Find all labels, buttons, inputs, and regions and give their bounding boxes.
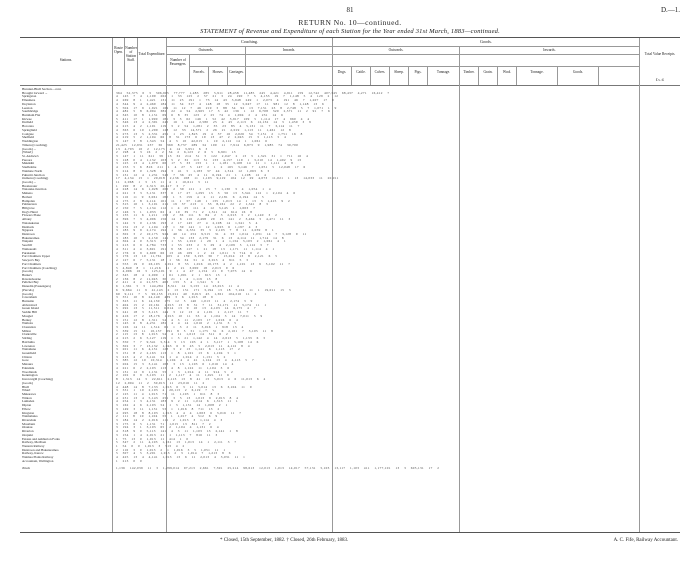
station-figures: 2 198 4 3 16 2 2 34 2 6,123 2 6 5 6,901 13	[116, 151, 236, 155]
station-name: Balclutha	[22, 340, 35, 344]
station-name: Accountant, Wellington	[22, 459, 54, 463]
station-figures: 60 9,111 7 5 90,153 15,011 40 9,013 45 1,361 104,216 11 2	[116, 292, 257, 296]
station-figures: 3 183 9 9 2,174 192 1 36 2,331 35 3 2,103 7 8 11 2,039 8 1	[116, 229, 274, 233]
station-name: Dog's Hand	[22, 210, 38, 214]
station-name: Greenfield	[22, 352, 37, 356]
header-calves: Calves.	[374, 70, 386, 74]
station-name: Gore	[22, 359, 29, 363]
station-figures: 2 150 7 5 1,134 112 1 4 25 111 4 12 3,145 1 1,003 7	[116, 207, 256, 210]
table-header	[20, 38, 680, 86]
station-figures: 3 131 12 4 1,231 545 7 36 25 4 11 6,194 21 1 1,108 12 4	[116, 173, 267, 177]
station-figures: 3 184 14 2 2,016 111 2 1,013 3 1,114 4 3	[116, 418, 223, 422]
station-figures: 4 215 4 2 1,191 119 3 2 54 1,281 2 35 23 85 4 5,131 11 7 3,114 11 7	[116, 125, 300, 129]
station-name: Darfield	[22, 121, 33, 125]
station-figures: 5 347 2 11 4,103 1,161 13 1,013 14 1 2,111 3 7	[116, 441, 237, 445]
station-name: Waimahaka	[22, 415, 38, 419]
station-name: Dunedin (Passengers)	[22, 285, 51, 289]
station-name: Purakanui	[22, 251, 36, 255]
station-figures: 4 304 4 0 3,313 277 1 55 1,010 1 29 1 4 1,134 3,103 2 1,061 4 1	[116, 240, 286, 244]
station-figures: 4 363 6 10 1,299 128 12 33 14,571 2 26 21 2,019 1,113 11 1,461 12 8	[116, 128, 292, 132]
station-name: Ellesmere	[22, 99, 36, 103]
station-name: Pareora	[22, 158, 33, 162]
station-name: Woodlands	[22, 370, 37, 374]
page-number: 81	[346, 6, 354, 14]
station-name: Oamaru (Coaching)	[22, 177, 49, 181]
station-name: Palmerston	[22, 203, 37, 207]
station-figures: 3 404 15 2 10,161 1,013 13 8 31 7 11 31,171 11 3,174 11 1	[116, 303, 267, 307]
station-figures: 1 213 0 0	[116, 459, 143, 463]
station-name: Timaru (Coaching)	[22, 143, 48, 147]
rule	[208, 66, 209, 85]
station-name: Makarewa	[22, 392, 36, 396]
station-figures: 5 273 13 5 2,531 451 1 23 1,825 19 4 37 16 2,026 54 7,151 2 1,751 16 8	[116, 132, 303, 136]
station-name: Ngapara	[22, 229, 34, 233]
station-figures: 3 4,096 16 3 125,101 9 1 4 47 1,154 21 9 7,073 14 6	[116, 270, 253, 274]
station-figures: 4 228 14 6 1,028 200 2 39 121 1 23 7 1,130 3 4 1,054 1 4	[116, 188, 271, 192]
station-name: Dipton	[22, 404, 32, 408]
station-figures: 4 145 7 4 1,199 262 1 33 125 2 57 21 3 24 190 7 5 4,153 19 7 1,148 5 4 129 2 12	[116, 95, 339, 99]
rule	[190, 66, 639, 67]
station-name: Saddle Hill	[22, 311, 37, 315]
header-route-open: Route Open.	[114, 46, 123, 54]
station-figures: 3 183 10 3 2,150 141 5 34 133 2,179 31 6 13 4,114 11 1,714 14 8	[116, 236, 284, 240]
station-figures: 3 194 3 1 3,103 65 2 1,104 4 1,131 6 4	[116, 426, 219, 430]
station-name: Hillgrove	[22, 207, 35, 210]
station-name: Riverton	[22, 430, 34, 434]
station-figures: 17 4,134 15 1 20,018 2,136 108 11 1,193 9,119 104 12 29 4,073 11,021 1 13 14,033 11 20,011	[116, 177, 339, 181]
station-figures: 364 52,375 0 3 306,905 77,777 1,485 285 5,911 28,458 11,485 245 4,421 4,911 159 12,742 407,345 68,437 4,271 16,412 7	[116, 91, 390, 95]
station-figures: 3 323 11 6 14,130 175 12 5 146 1,013 11 4 2,174 3 9	[116, 299, 253, 303]
header-tonnage: Tonnage.	[436, 70, 451, 74]
header-total-value: Total Value Receipts.	[644, 52, 676, 56]
signature: A. C. Fife, Railway Accountant.	[613, 538, 678, 543]
header-dogs: Dogs.	[337, 70, 347, 74]
header-goods-col: Goods.	[572, 70, 584, 74]
header-grain: Grain.	[483, 70, 493, 74]
station-figures: 2 345 18 4 2,000 1 61 1,001 2 1 615 13 1	[116, 273, 227, 277]
station-figures: 3 145 6 8 4,231 182 4 4 14 1,016 2 1,131 3 5	[116, 322, 237, 326]
station-figures: 1 190 8 2 2,313 20,417 3 7	[116, 184, 186, 188]
station-name: Brought forward ...	[22, 91, 48, 95]
station-name: Wharf	[22, 389, 31, 393]
station-figures: 4 311 4 4 3,691 191 9 38 117 1 21 18 13 1,171 11 1,114 4 1	[116, 247, 275, 251]
station-name: Waddington	[22, 140, 39, 144]
station-name: Sheffield	[22, 136, 35, 140]
station-figures: 5 315 10 1 3,101 211 19 37 213 1 53 8,161 22 2 1,341 8 3	[116, 203, 269, 207]
station-name: (Goods) ...	[22, 147, 37, 151]
station-name: Western Railway	[22, 445, 45, 448]
station-figures: 3 151 8 2 2,163 113 1 8 1,101 13 6 1,104 5 1	[116, 352, 237, 356]
station-figures: 3 176 13 10 11,761 105 4 159 3,195 36 7 15,014 13 8 2,121 6 5	[116, 255, 278, 259]
station-figures: 4 295 18 8 8,103 1,013 4 4 4 1,003 6 3,016 11 7	[116, 411, 242, 415]
station-name: Winton	[22, 396, 32, 400]
station-name: Railway, Kurow	[22, 452, 44, 456]
header-coaching-outwards: Outwards.	[198, 48, 214, 52]
station-figures: 3 135 11 6 1,211 133 2 36 111 6 84 2 3 2,013 3 2 1,140 3 2	[116, 214, 278, 218]
station-name: Mossburn	[22, 422, 36, 426]
station-figures: 4 221 6 2 2,103 113 4 8 1,122 11 1,104 3 6	[116, 366, 230, 370]
station-name: Hampden	[22, 199, 35, 203]
station-name: Herbert	[22, 195, 33, 199]
station-figures: 4 254 1 3 4,131 183 9 2 11 1,014 6 1,313 11 1	[116, 400, 238, 404]
station-name: (Parcels)	[22, 288, 34, 292]
station-figures: 4 482 5 8 6,094 382 22 4 54 2,965 17 3 42 136 1 12 6,708 320 2,571 11 2 91 7 6	[116, 110, 331, 114]
station-name: Lawrence	[22, 344, 35, 348]
rule	[598, 66, 599, 85]
station-name: Southbridge	[22, 110, 39, 114]
station-name: Springston	[22, 95, 37, 99]
station-figures: 5 504 17 9 1,921 169 11 12 7 46 219 3 88 54 92 13 7,151 23 8 2,748 5 7 1,071 1 9	[116, 106, 337, 110]
station-figures: 4 345 10 8 1,151 69 6 8 35 123 2 25 74 4 1,004 2 4 231 14 6	[116, 114, 284, 118]
header-coaching-inwards: Inwards.	[282, 48, 296, 52]
station-name: Mosgiel	[22, 314, 33, 318]
station-figures: 3 331 1 10 2,103 4 20,113 2 6,119 7 5	[116, 389, 214, 393]
station-name: Waianakarua	[22, 221, 40, 225]
station-name: Abbotsford	[22, 303, 38, 307]
header-passengers: Number of Passengers.	[169, 58, 187, 66]
station-figures: 3 204 15 3 3,141 103 3 13 1,103 6 1,016 14 4	[116, 363, 234, 367]
header-total-expenditure: Total Expenditure.	[138, 52, 166, 56]
station-figures: 5 302 3 7 13,132 1,043 6 9 45 5 2,013 11 4,112 8 4	[116, 344, 250, 348]
table-body	[20, 88, 680, 471]
station-figures: 4 344 9 4 2,469 184 11 54 317 4 148 18 35 12 5,047 17 11 981 12 8 1,148 13 6	[116, 102, 325, 106]
station-name: Duntroon	[22, 233, 35, 237]
rule	[167, 46, 639, 47]
station-figures: 4 221 3 3 5,131 337 6 17 27 1,295 15 3 56 13 5,341 112 1 2,104 4 6	[116, 192, 296, 196]
header-parcels: Parcels.	[193, 70, 205, 74]
station-figures: 2 176 6 9 2,609 66 13 46 109 1 2 12 1,011 3 714 6 2	[116, 251, 259, 255]
station-figures: 3 126 14 11 1,514 61 1 3 2 11 3,016 1 918 13 4	[116, 326, 244, 329]
station-name: Henley	[22, 318, 32, 322]
rule	[351, 66, 352, 85]
station-name: Lumsden	[22, 400, 35, 404]
station-figures: 4 448 14 8 7,133 1,013 6 3 11 5,014 13 6 3,104 11 9	[116, 385, 252, 389]
station-name: Springfield	[22, 128, 37, 132]
header-sheep: Sheep.	[394, 70, 404, 74]
rule	[370, 66, 371, 85]
station-name: Waimea Plains Railway	[22, 456, 54, 460]
station-name: Port Chalmers Upper	[22, 255, 51, 259]
station-name: Pelichet Bay	[22, 281, 39, 285]
station-name: Burke's	[22, 273, 32, 277]
station-name: (Wharf)	[22, 151, 33, 155]
station-figures: 4 215 2 6 5,127 119 1 3 21 1,142 4 14 2,013 5 1,133 6 3	[116, 337, 266, 341]
station-figures: 3 125 13 4 1,079 60 17 5 33 133 1 1 1,181 3,108 14 11 1 1,111 4 8	[116, 162, 294, 166]
station-name: Coalgate	[22, 132, 34, 136]
station-figures: 3 131 12 9 1,131 55 1 3 1,014 4 11 914 5 2	[116, 370, 233, 374]
station-figures: 4 153 5 6 816 211 1 4 27 5 147 2 1 2 165 3,146 7 1,051 5 12,048 17 6	[116, 166, 306, 170]
station-name: Invercargill (Coaching)	[22, 378, 53, 382]
station-name: Maheno	[22, 192, 33, 196]
station-name: Kennington	[22, 374, 38, 378]
station-figures: 4 318 9 0 5,113 141 4 3 11 1,103 13 2,141 1 8	[116, 430, 238, 434]
station-figures: 3 214 8 0 1,328 194 3 41 5 1,183 37 44 1,314 12 1,063 6 3	[116, 169, 270, 173]
station-name: Burnham Flat	[22, 114, 41, 118]
station-name: (Goods)	[22, 270, 33, 274]
station-figures: 3 241 18 3 3,113 144 3 12 13 4 1,101 1 2,117 11 7	[116, 311, 249, 315]
station-figures: 3 128 0 4 1,132 103 5 2 32 113 51 133 4,157 119 1 3,210 14 1,402 9 13	[116, 158, 302, 162]
header-goods-outwards: Outwards.	[388, 48, 404, 52]
station-figures: 2 411 4 4 21,375 463 133 5 4 1,541 3 2	[116, 281, 220, 285]
header-pigs: Pigs.	[414, 70, 422, 74]
station-name: Port Chalmers (Coaching)	[22, 266, 57, 270]
station-figures: 3 152 13 2 1,104 117 1 39 141 1 12 1,025 6 1,197 4 3	[116, 225, 258, 229]
station-figures: 5 350 7 7 9,541 5,314 5 13 103 4 1 3,117 1 5,108 14 6	[116, 340, 259, 344]
totals-row	[20, 467, 680, 471]
rule	[389, 66, 390, 85]
header-carriages: Carriages.	[229, 70, 244, 74]
header-inwards-tonnage: Tonnage.	[530, 70, 544, 74]
station-figures: 6 9,664 11 9 41,143 2 13 151 171 3,194 13 18 7,104 11 1 19,011 15 3	[116, 288, 291, 292]
rule	[227, 66, 228, 85]
rule	[516, 66, 517, 85]
station-figures: 3 162 4 6 2,103 54 1 3 1,131 14 1,008 2 1	[116, 404, 228, 408]
station-figures: 2 127 6 7 5,131 18 1 36 34 31 4 3,013 4 911 5 3	[116, 259, 249, 263]
station-figures: 2 102 6 9 3,103 11 2 1,117 4 11 1,021 11 6	[116, 374, 230, 378]
rule	[497, 66, 498, 85]
station-name: Mataura	[22, 363, 33, 367]
station-name: Caversham	[22, 296, 37, 300]
header-timber: Timber.	[463, 70, 475, 74]
rule	[427, 66, 428, 85]
station-figures: 3 213 6 9 4,784 733 1 55 233 2 3 29 4 2,109 5 1,112 3 7	[116, 244, 269, 248]
station-figures: 2 136 8 2 11,045 30 21 1 4 1,119 13 8	[116, 277, 218, 281]
station-name: Waitahuna	[22, 348, 37, 352]
station-figures: 12 2,904 11 2 30,013 11 23,016 11 2	[116, 381, 205, 385]
rule	[478, 66, 479, 85]
station-name: Kingston	[22, 411, 35, 415]
station-figures: 5 346 13 4 2,391 245 16 1 144 2,580 25 4 45 2,113 6 12,132 14 3 1,459 3 9	[116, 121, 312, 125]
station-name: Hurunui-Bluff Section—cont.	[22, 88, 62, 91]
station-name: St. Andrew's	[22, 154, 39, 158]
return-title: RETURN No. 10—continued.	[298, 18, 402, 27]
station-figures: 3 149 3 11 1,131 53 1 1,016 8 711 13 2	[116, 407, 220, 411]
station-figures: 13 4,703 10 2 12,175 4 14 3,951 6 3	[116, 147, 208, 151]
station-name: Kirwee	[22, 117, 32, 121]
header-cattle: Cattle.	[356, 70, 366, 74]
station-figures: 5 385 12 10 10,314 1,104 4 4 41 1,124 13 4 4,113 5 7	[116, 359, 254, 363]
station-figures: 3 116 11 9 3,061 182 1 5 159 4 2 11 2,181 6 2,194 14 5	[116, 195, 264, 199]
station-figures: 21,425 12,931 237 36 369 8,737 289 34 100 11 7,914 6,873 9 1,985 74 30,700	[116, 143, 299, 147]
station-name: Duntroon and Hakataramea	[22, 448, 59, 452]
station-name: Orepuki	[22, 433, 33, 437]
station-figures: 4 425 13 4 4,141 1,013 13 6 11 2,013 4 3,031 11 1	[116, 456, 246, 460]
station-name: Albany	[22, 218, 32, 222]
station-figures: 2 146 5 1 1,033 62 4 10 39 71 2 1,311 14 614 16 8	[116, 210, 253, 214]
station-name: Breakwater	[22, 184, 38, 188]
station-name: Stirling	[22, 337, 32, 341]
station-name: Waiareka Junction	[22, 188, 47, 192]
station-figures: 2 125 11 4 1,013 71 11 1,103 1 611 8 3	[116, 392, 220, 396]
station-figures: 8 1,313 14 3 22,611 2,113 13 8 41 13 5,013 4 6 11,013 6 4	[116, 378, 266, 382]
rule	[189, 54, 190, 85]
station-figures: 2 111 8 10 1,104 33 1 1,017 4 512 6 9	[116, 415, 218, 419]
station-name: Hororata	[22, 125, 34, 129]
station-figures: 1 54 0 0 1,013 3 513 4 2	[116, 445, 185, 448]
station-name: Otautau	[22, 426, 33, 430]
rule	[639, 38, 640, 85]
station-name: Ravensbourne	[22, 277, 41, 281]
station-name: Waipahi	[22, 240, 33, 244]
station-figures: 1,136 142,039 11 3 1,299,014 97,213 2,661 7,391 25,214 98,613 12,013 1,013 14,017 57,131 5,103 13,117 1,103 411 1,177,101 13 3 605,131 17 2	[116, 467, 440, 471]
station-name: Clinton	[22, 355, 32, 359]
station-name: Estates and Ashburton Forks	[22, 437, 60, 441]
statement-subtitle: STATEMENT of Revenue and Expenditure of each Station for the Year ended 31st March, 1883—continued.	[200, 28, 500, 35]
station-figures: 4 219 5 2 1,104 66 8 31 173 6 19 13 47 2 2,043 15 3 1,113 5 4	[116, 136, 287, 140]
station-figures: 4 396 7 3 4,096 156 14 6 116 2,498 29 15 141 2 3,464 5 4,471 11 3	[116, 218, 291, 222]
station-name: Clarendon	[22, 326, 36, 329]
station-figures: 3 351 10 8 24,149 439 3 6 1,013 18 9	[116, 296, 214, 300]
station-name: Railway, Methven	[22, 441, 47, 445]
rule	[112, 38, 113, 85]
rule	[137, 38, 138, 85]
station-name: Milton	[22, 329, 31, 333]
station-name: Waimate North	[22, 169, 43, 173]
station-figures: 1 75 13 0 1,013 11 414 1 0	[116, 437, 189, 441]
station-figures: 3 147 1 11 611 39 13 32 214 51 5 122 2,047 2 13 3 1,321 31 1 711 16 4	[116, 154, 309, 158]
footnotes: * Closed, 15th September, 1882. † Closed, 26th February, 1883.	[220, 538, 349, 543]
station-name: Seacliff	[22, 244, 33, 248]
rule	[557, 66, 558, 85]
station-name: Burnside	[22, 299, 34, 303]
station-figures: 4 231 13 4 5,143 251 3 5 13 1,013 9 2,013 8 4	[116, 396, 239, 400]
station-name: Flowers Plane	[22, 214, 41, 218]
station-figures: 6 1,361 5 3 144,284 8,311 14 3,133 14 23,013 11 4	[116, 285, 239, 289]
station-name: Riversdale	[22, 418, 37, 422]
station-figures: 3 213 4 2 3,141 54 1 4 1,014 2 1,131 3 2	[116, 355, 226, 359]
station-figures: 4 302 3 2 10,175 924 40 14 252 9,515 31 4 33 1,014 1,031 14 7 3,128 9 11	[116, 233, 307, 237]
station-figures: 4 269 8 1 1,421 131 11 25 191 1 73 14 43 3,948 249 1 2,073 4 191 46 7 1,207 17 9	[116, 99, 334, 103]
station-name: Totals	[22, 467, 30, 471]
header-horses: Horses.	[212, 70, 224, 74]
rule	[167, 54, 639, 55]
station-figures: 3 175 6 5 1,131 71 1,015 13 811 7 2	[116, 422, 211, 426]
header-stations: Stations.	[59, 58, 73, 62]
station-figures: 3 151 12 8 1,311 54 4 3 11 2,103 17 1,016 6 4	[116, 318, 238, 322]
station-figures: 5 292 13 5 11,511 6,014 13 9 10 13 4,103 14 6,175 4 7	[116, 307, 256, 311]
station-figures: 3 147 3 8 1,543 54 4 3 10 42,015 1 10 2,112 14 1 1,061 6	[116, 140, 268, 144]
station-figures: 3 201 11 6 4,131 128 3 2 13 1,141 6 1,113 17 2	[116, 348, 240, 352]
station-name: Green Island	[22, 307, 39, 311]
station-figures: 2 116 3 0 1,013 2 1 1,016 3 5 1,051 11 1	[116, 448, 226, 452]
station-name: Bluff	[22, 385, 29, 389]
station-name: Doyleston	[22, 102, 36, 106]
page-code: D.—1.	[660, 6, 680, 14]
revenue-table	[20, 37, 680, 533]
station-figures: 5 4,840 8 1 11,216 11 2 21 3,000 18 2,013 9 6	[116, 266, 235, 270]
header-wool: Wool.	[502, 70, 512, 74]
station-name: Clarksville	[22, 333, 37, 337]
station-figures: 4 175 2 8 2,114 161 11 1 37 149 1 135 1,013 14 1 13 3 1,415 9 2	[116, 199, 291, 203]
station-figures: 3 142 5 0 1,136 193 2 17 145 27 4 2,108 14 1,341 5 4	[116, 221, 258, 225]
station-name: Waikouaiti	[22, 247, 37, 251]
header-coaching: Coaching.	[240, 39, 259, 44]
station-name: Waihola	[22, 322, 33, 326]
header-staff: Number of Station Staff.	[125, 46, 137, 62]
station-name: Studholme	[22, 166, 37, 170]
station-name: Elbow	[22, 407, 31, 411]
station-figures: 3 154 1 4 2,013 21 1 1,113 7 816 11 3	[116, 433, 218, 437]
station-name: Port Chalmers	[22, 262, 41, 266]
station-figures: 5 339 15 11 10,137 691 8 5 31 1,175 31 6 2,101 7 3,105 11 8	[116, 329, 274, 333]
station-name: Dunback	[22, 225, 34, 229]
station-figures: 4 553 19 0 26,193 1,011 8 55 1,016 10,173 4 2 1,101 13 9 5,102 11 7	[116, 262, 291, 266]
rule	[408, 66, 409, 85]
station-name: Hakataramea	[22, 236, 40, 240]
station-figures: 6 416 17 2 18,176 1,013 10 11 53 4 1,104 3 14 7,011 5 9	[116, 314, 263, 318]
station-name: Leeston	[22, 106, 33, 110]
station-name: Sawyer's Bay	[22, 259, 40, 263]
header-goods: Goods.	[480, 39, 492, 44]
header-currency: £ s. d.	[655, 78, 665, 82]
rule	[124, 38, 125, 85]
station-name: (Goods)	[22, 381, 33, 385]
station-figures: 5 307 4 5 3,201 1,013 2 3 1,014 7 1,213 8 6	[116, 452, 231, 456]
station-name: Puhuriti Junction	[22, 173, 45, 177]
station-figures: 11 2,068 1 3 13 11 4 1 10,611 3 11	[116, 180, 209, 184]
station-name: Edendale	[22, 366, 35, 370]
station-name: Makikihi	[22, 162, 35, 166]
station-name: (Goods)	[22, 292, 33, 296]
station-figures: 5 411 17 1 1,990 181 3 3 62 146 1 52 42 3,917 109 5 1,114 17 4 960 4 4	[116, 117, 310, 121]
station-figures: 2 115 13 8 1,013 54 4 11 1,013 14 511 6 2	[116, 333, 229, 337]
station-name: (Goods) ...	[22, 180, 37, 184]
header-goods-inwards: Inwards.	[543, 48, 556, 52]
